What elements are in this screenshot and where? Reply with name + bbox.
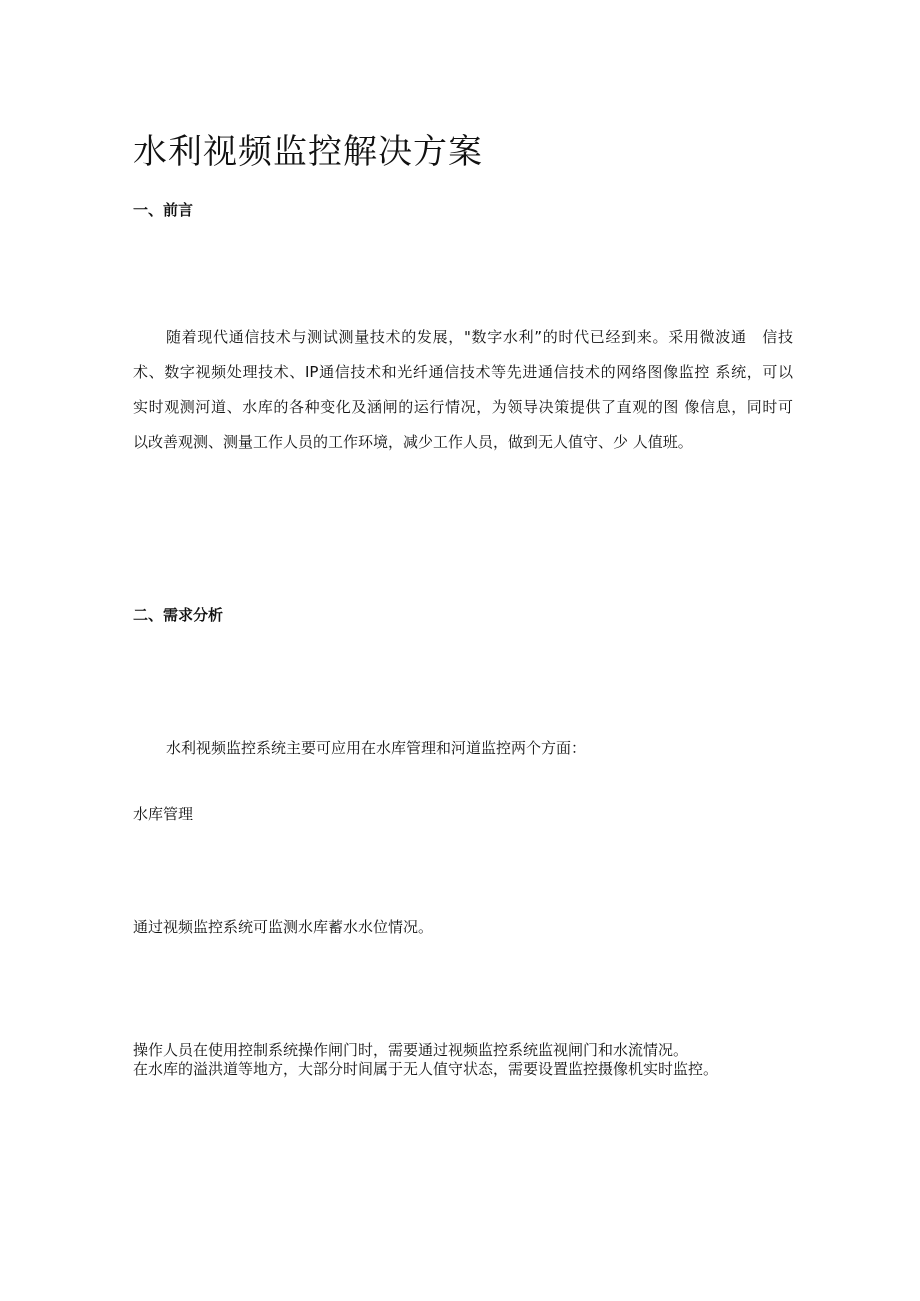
section-heading-requirements: 二、需求分析: [133, 606, 224, 624]
document-title: 水利视频监控解决方案: [133, 132, 483, 172]
list-item: 操作人员在使用控制系统操作闸门时，需要通过视频监控系统监视闸门和水流情况。: [133, 1041, 689, 1059]
section-heading-preface: 一、前言: [133, 201, 194, 219]
paragraph-line: 以改善观测、测量工作人员的工作环境，减少工作人员，做到无人值守、少 人值班。: [133, 433, 693, 451]
requirements-intro: 水利视频监控系统主要可应用在水库管理和河道监控两个方面：: [166, 739, 587, 757]
paragraph-line: 随着现代通信技术与测试测量技术的发展，"数字水利”的时代已经到来。采用微波通 信技: [166, 328, 793, 346]
list-item: 通过视频监控系统可监测水库蓄水水位情况。: [133, 918, 434, 936]
paragraph-line: 术、数字视频处理技术、IP通信技术和光纤通信技术等先进通信技术的网络图像监控 系统，可以: [133, 363, 793, 381]
list-item: 在水库的溢洪道等地方，大部分时间属于无人值守状态，需要设置监控摄像机实时监控。: [133, 1060, 719, 1078]
paragraph-line: 实时观测河道、水库的各种变化及涵闸的运行情况，为领导决策提供了直观的图 像信息，同时可: [133, 398, 793, 416]
preface-paragraph: [133, 327, 793, 467]
subheading-reservoir-management: 水库管理: [133, 805, 194, 823]
